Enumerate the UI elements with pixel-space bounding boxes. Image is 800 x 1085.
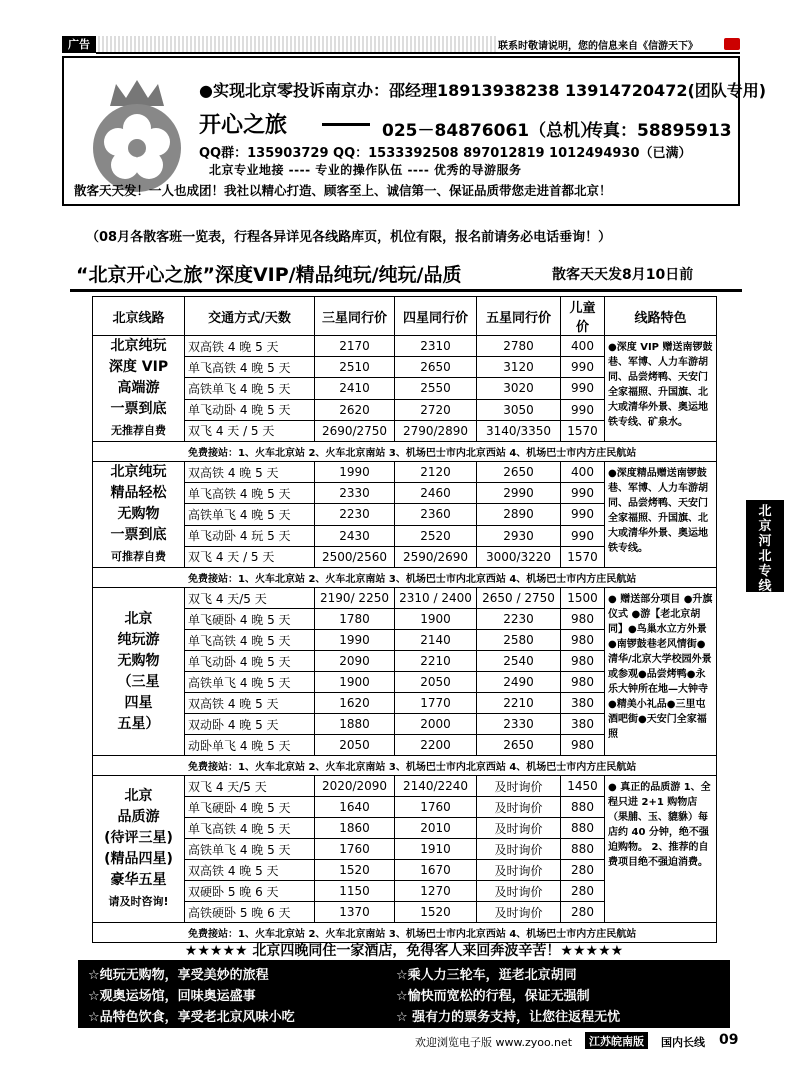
price-cell: 2360 [395,504,477,525]
price-cell: 2580 [477,630,561,651]
price-cell: 2590/2690 [395,546,477,567]
price-cell: 2230 [477,609,561,630]
highlight-item: ☆观奥运场馆，回味奥运盛事 [88,989,256,1004]
price-cell: 2170 [315,336,395,357]
price-cell: 1450 [561,776,605,797]
price-cell: 1520 [395,902,477,923]
transport-cell: 双高铁 4 晚 5 天 [185,462,315,483]
fax-number: 传真：58895913 [586,121,732,141]
price-cell: 990 [561,357,605,378]
route-note: 无推荐自费 [111,424,166,437]
route-name-line: 一票到底 [110,527,167,543]
price-cell: 1670 [395,860,477,881]
price-cell: 2000 [395,714,477,735]
tour-price-table [92,296,717,943]
route-name-line: 品质游 [117,809,160,825]
route-name-cell [93,336,185,442]
price-cell: 2210 [477,693,561,714]
pickup-row [93,442,717,462]
price-cell: 1760 [395,797,477,818]
route-name-line: 北京纯玩 [110,464,167,480]
route-name-line: 一票到底 [110,401,167,417]
price-cell: 2720 [395,399,477,420]
price-cell: 3000/3220 [477,546,561,567]
transport-cell: 单飞动卧 4 玩 5 天 [185,525,315,546]
price-cell: 990 [561,483,605,504]
section-label: 国内长线 [661,1036,705,1049]
route-name-line: 无购物 [117,506,160,522]
transport-cell: 双飞 4 天/5 天 [185,776,315,797]
price-cell: 280 [561,860,605,881]
price-cell: 980 [561,609,605,630]
price-cell: 2790/2890 [395,420,477,441]
price-cell: 980 [561,651,605,672]
highlight-item: ☆品特色饮食，享受老北京风味小吃 [88,1010,295,1025]
route-name-line: 北京 [124,610,153,627]
price-cell: 及时询价 [477,818,561,839]
col-header-5star: 五星同行价 [477,297,561,336]
price-cell: 2890 [477,504,561,525]
transport-cell: 单飞硬卧 4 晚 5 天 [185,797,315,818]
schedule-notice: （08月各散客班一览表，行程各异详见各线路库页，机位有限，报名前请务必电话垂询！） [86,230,612,245]
agency-ad-box [62,56,767,206]
transport-cell: 高铁单飞 4 晚 5 天 [185,672,315,693]
highlight-item: ☆纯玩无购物，享受美妙的旅程 [88,968,269,983]
price-cell: 880 [561,839,605,860]
price-cell: 2050 [315,735,395,756]
price-cell: 2650 [395,357,477,378]
price-cell: 3120 [477,357,561,378]
route-name-cell [93,588,185,756]
edition-badge: 江苏皖南版 [585,1032,648,1049]
price-cell: 2460 [395,483,477,504]
price-cell: 2230 [315,504,395,525]
col-header-features: 线路特色 [605,297,717,336]
price-cell: 2330 [477,714,561,735]
highlight-item: ☆乘人力三轮车，逛老北京胡同 [396,968,577,983]
route-features-cell: ●深度精品赠送南锣鼓巷、军博、人力车游胡同、品尝烤鸭、天安门全家福照、升国旗、北大或清华外景、奥运地铁专线。 [605,462,717,568]
col-header-route: 北京线路 [93,297,185,336]
price-cell: 2540 [477,651,561,672]
price-cell: 2090 [315,651,395,672]
transport-cell: 双飞 4 天 / 5 天 [185,420,315,441]
price-cell: 280 [561,881,605,902]
price-cell: 990 [561,504,605,525]
transport-cell: 双高铁 4 晚 5 天 [185,860,315,881]
price-cell: 及时询价 [477,881,561,902]
price-cell: 1270 [395,881,477,902]
price-cell: 2410 [315,378,395,399]
route-name-line: (精品四星) [104,851,173,867]
price-cell: 及时询价 [477,797,561,818]
transport-cell: 高铁单飞 4 晚 5 天 [185,378,315,399]
price-cell: 980 [561,735,605,756]
price-cell: 1760 [315,839,395,860]
section-title-bar [70,258,742,292]
transport-cell: 单飞高铁 4 晚 5 天 [185,357,315,378]
route-name-cell [93,776,185,923]
price-cell: 2520 [395,525,477,546]
highlights-box [78,960,730,1028]
price-cell: 2140 [395,630,477,651]
price-cell: 2310 [395,336,477,357]
page-footer [415,1032,745,1052]
route-features-cell: ●深度 VIP 赠送南锣鼓巷、军博、人力车游胡同、品尝烤鸭、天安门全家福照、升国旗、北大或清华外景、奥运地铁专线、矿泉水。 [605,336,717,442]
table-row [93,776,717,797]
contact-line: ●实现北京零投诉南京办：邵经理18913938238 13914720472(团队专用) [199,81,767,100]
price-cell: 1860 [315,818,395,839]
price-cell: 2780 [477,336,561,357]
price-cell: 1990 [315,462,395,483]
price-cell: 1570 [561,546,605,567]
route-name-line: 深度 VIP [108,359,169,375]
price-cell: 2490 [477,672,561,693]
price-cell: 2930 [477,525,561,546]
promise-slogan: 散客天天发！一人也成团！我社以精心打造、顾客至上、诚信第一、保证品质带您走进首都北京！ [74,183,612,198]
price-cell: 2430 [315,525,395,546]
transport-cell: 单飞高铁 4 晚 5 天 [185,630,315,651]
highlight-item: ☆愉快而宽松的行程，保证无强制 [396,989,590,1004]
price-cell: 1880 [315,714,395,735]
header-note: 联系时敬请说明，您的信息来自《信游天下》 [498,41,698,52]
price-cell: 280 [561,902,605,923]
price-cell: 及时询价 [477,776,561,797]
hotel-banner: ★★★★★ 北京四晚同住一家酒店，免得客人来回奔波辛苦！★★★★★ [184,943,624,959]
page-number: 09 [719,1032,739,1048]
price-cell: 3050 [477,399,561,420]
qq-contacts: QQ群：135903729 QQ：1533392508 897012819 1012494930（已满） [199,146,692,161]
price-cell: 1500 [561,588,605,609]
pickup-info: 免费接站：1、火车北京站 2、火车北京南站 3、机场巴士市内北京西站 4、机场巴士市内方庄民航站 [93,756,717,776]
price-cell: 2020/2090 [315,776,395,797]
ad-tag: 广告 [62,36,96,53]
route-name-line: 北京 [124,788,153,804]
table-row [93,336,717,357]
price-cell: 1570 [561,420,605,441]
price-cell: 980 [561,672,605,693]
price-cell: 2650 / 2750 [477,588,561,609]
price-cell: 1780 [315,609,395,630]
col-header-4star: 四星同行价 [395,297,477,336]
side-category-tab [746,500,784,592]
transport-cell: 动卧单飞 4 晚 5 天 [185,735,315,756]
transport-cell: 双动卧 4 晚 5 天 [185,714,315,735]
price-cell: 2210 [395,651,477,672]
price-cell: 及时询价 [477,860,561,881]
transport-cell: 双高铁 4 晚 5 天 [185,693,315,714]
pickup-info: 免费接站：1、火车北京站 2、火车北京南站 3、机场巴士市内北京西站 4、机场巴士市内方庄民航站 [93,923,717,943]
transport-cell: 单飞动卧 4 晚 5 天 [185,651,315,672]
top-bar [0,36,800,54]
price-cell: 990 [561,378,605,399]
transport-cell: 双飞 4 天 / 5 天 [185,546,315,567]
transport-cell: 双硬卧 5 晚 6 天 [185,881,315,902]
flower-crown-logo-icon [88,76,186,194]
route-features-cell: ● 赠送部分项目 ●升旗仪式 ●游【老北京胡同】●鸟巢水立方外景●南锣鼓巷老风情街●清华/北京大学校园外景或参观●品尝烤鸭●永乐大钟所在地—大钟寺●精美小礼品●三里屯酒吧街●天安门全家福照 [605,588,717,756]
price-cell: 990 [561,525,605,546]
brand-name: 开心之旅 [199,112,288,138]
header-stripe [96,36,496,52]
price-cell: 2990 [477,483,561,504]
route-name-line: 四星 [124,694,153,711]
table-header-row [93,297,717,336]
publisher-logo-icon [724,38,740,50]
transport-cell: 高铁硬卧 5 晚 6 天 [185,902,315,923]
transport-cell: 单飞高铁 4 晚 5 天 [185,483,315,504]
route-name-line: 高端游 [117,380,160,396]
price-cell: 2620 [315,399,395,420]
route-name-line: 无购物 [117,652,160,669]
route-note: 可推荐自费 [111,550,166,563]
price-cell: 1620 [315,693,395,714]
price-cell: 2330 [315,483,395,504]
route-name-line: (待评三星) [104,830,173,846]
col-header-child: 儿童价 [561,297,605,336]
route-features-cell: ● 真正的品质游 1、全程只进 2+1 购物店（果脯、玉、貔貅）每店约 40 分钟，绝不强迫购物。 2、推荐的自费项目绝不强迫消费。 [605,776,717,923]
price-cell: 880 [561,818,605,839]
route-name-line: 精品轻松 [110,485,167,501]
price-cell: 1520 [315,860,395,881]
table-row [93,462,717,483]
route-name-line: 豪华五星 [110,872,167,888]
price-cell: 2310 / 2400 [395,588,477,609]
price-cell: 1370 [315,902,395,923]
route-name-line: 纯玩游 [117,631,160,648]
price-cell: 1150 [315,881,395,902]
transport-cell: 单飞硬卧 4 晚 5 天 [185,609,315,630]
price-cell: 380 [561,714,605,735]
price-cell: 3020 [477,378,561,399]
route-name-line: 五星） [117,715,160,732]
price-cell: 1900 [315,672,395,693]
price-cell: 2120 [395,462,477,483]
route-note: 请及时咨询! [108,895,169,908]
pickup-info: 免费接站：1、火车北京站 2、火车北京南站 3、机场巴士市内北京西站 4、机场巴士市内方庄民航站 [93,568,717,588]
price-cell: 及时询价 [477,902,561,923]
col-header-3star: 三星同行价 [315,297,395,336]
side-tab-label: 北京河北专线 [758,504,772,594]
header-rule [96,52,740,54]
price-cell: 2190/ 2250 [315,588,395,609]
table-row [93,588,717,609]
price-cell: 2550 [395,378,477,399]
transport-cell: 高铁单飞 4 晚 5 天 [185,504,315,525]
price-cell: 1990 [315,630,395,651]
transport-cell: 单飞动卧 4 晚 5 天 [185,399,315,420]
price-cell: 2650 [477,735,561,756]
price-cell: 2050 [395,672,477,693]
price-cell: 1900 [395,609,477,630]
col-header-transport: 交通方式/天数 [185,297,315,336]
price-cell: 2140/2240 [395,776,477,797]
transport-cell: 高铁单飞 4 晚 5 天 [185,839,315,860]
price-cell: 及时询价 [477,839,561,860]
price-cell: 2010 [395,818,477,839]
service-slogan: 北京专业地接 ---- 专业的操作队伍 ---- 优秀的导游服务 [209,163,522,177]
website-link[interactable]: 欢迎浏览电子版 www.zyoo.net [415,1036,573,1049]
transport-cell: 双飞 4 天/5 天 [185,588,315,609]
price-cell: 2510 [315,357,395,378]
route-name-line: 北京纯玩 [110,338,167,354]
price-cell: 2650 [477,462,561,483]
price-cell: 1770 [395,693,477,714]
route-name-cell [93,462,185,568]
price-cell: 1910 [395,839,477,860]
price-cell: 3140/3350 [477,420,561,441]
highlight-item: ☆ 强有力的票务支持，让您往返程无忧 [396,1010,621,1025]
departure-note: 散客天天发8月10日前 [552,267,694,283]
price-cell: 980 [561,630,605,651]
price-cell: 2690/2750 [315,420,395,441]
price-cell: 1640 [315,797,395,818]
main-phone: 025－84876061（总机） [382,121,598,141]
pickup-row [93,568,717,588]
price-cell: 2200 [395,735,477,756]
price-cell: 380 [561,693,605,714]
price-cell: 400 [561,336,605,357]
price-cell: 990 [561,399,605,420]
pickup-info: 免费接站：1、火车北京站 2、火车北京南站 3、机场巴士市内北京西站 4、机场巴士市内方庄民航站 [93,442,717,462]
transport-cell: 双高铁 4 晚 5 天 [185,336,315,357]
price-cell: 880 [561,797,605,818]
price-cell: 2500/2560 [315,546,395,567]
brand-dash [322,123,370,126]
route-name-line: （三星 [117,673,160,690]
pickup-row [93,756,717,776]
section-title: “北京开心之旅”深度VIP/精品纯玩/纯玩/品质 [76,264,462,286]
price-cell: 400 [561,462,605,483]
transport-cell: 单飞高铁 4 晚 5 天 [185,818,315,839]
